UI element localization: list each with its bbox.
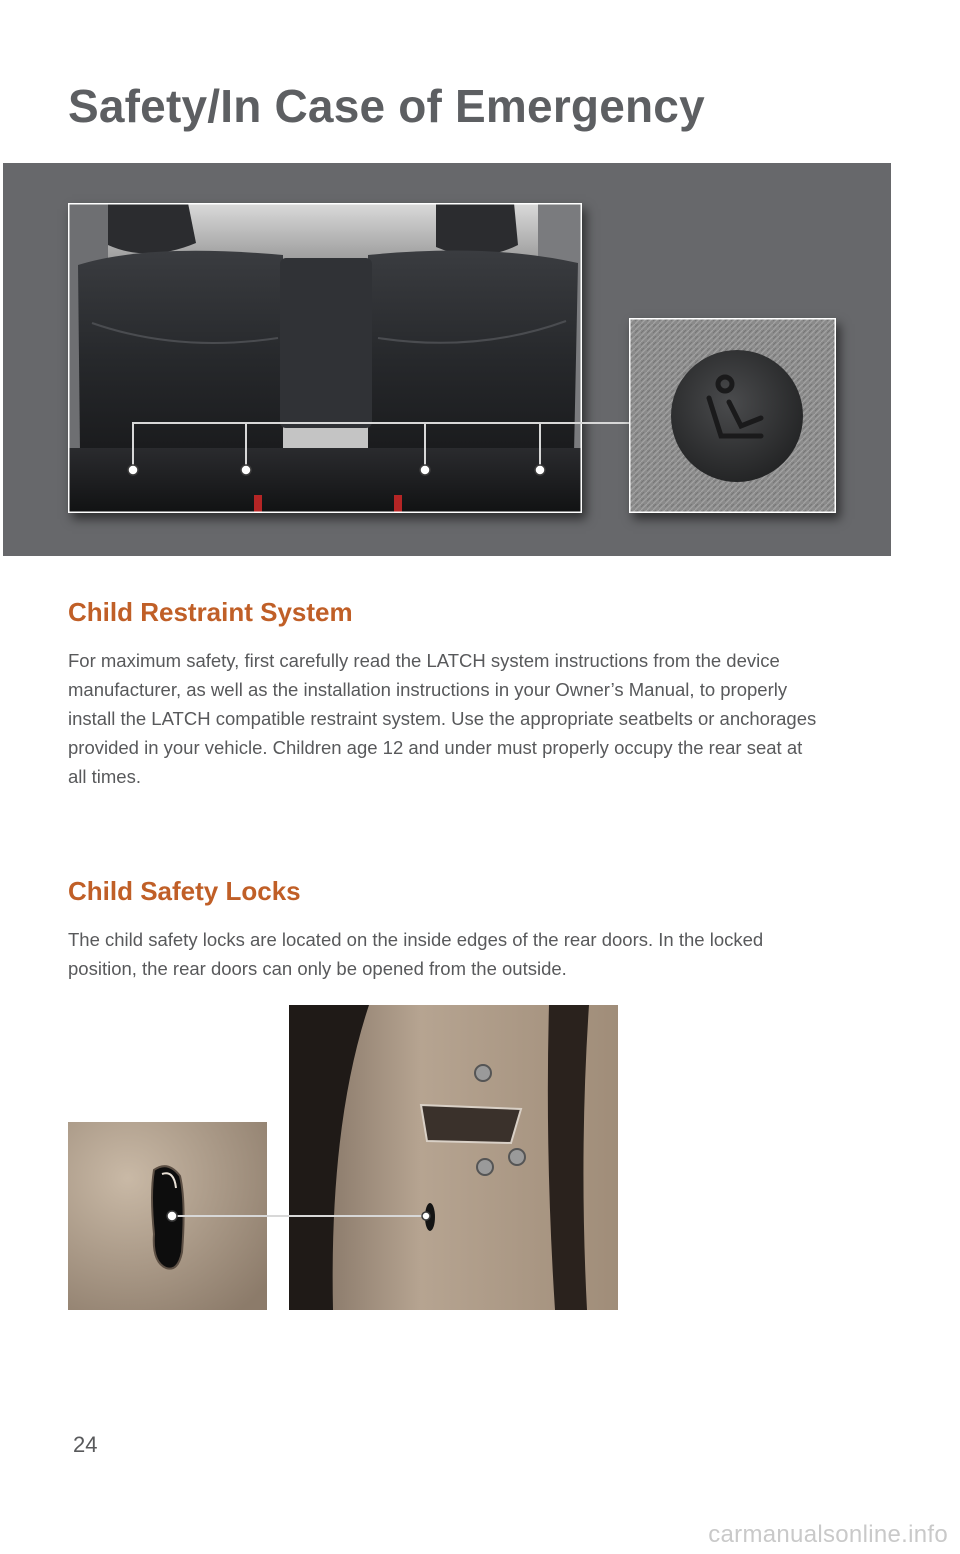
text-line: install the LATCH compatible restraint system. Use the appropriate seatbelts or anchorages — [68, 708, 817, 729]
child-lock-closeup — [68, 1122, 267, 1310]
text-line: provided in your vehicle. Children age 12 and under must properly occupy the rear seat at — [68, 737, 803, 758]
child-safety-locks-text — [68, 925, 878, 983]
child-safety-locks-heading: Child Safety Locks — [68, 876, 301, 906]
child-restraint-heading: Child Restraint System — [68, 597, 353, 627]
text-line: position, the rear doors can only be opened from the outside. — [68, 958, 567, 979]
page-number: 24 — [73, 1432, 98, 1457]
text-line: The child safety locks are located on the inside edges of the rear doors. In the locked — [68, 929, 764, 950]
child-restraint-text — [68, 646, 878, 791]
door-latch — [421, 1105, 521, 1143]
text-line: For maximum safety, first carefully read the LATCH system instructions from the device — [68, 650, 780, 671]
text-line: manufacturer, as well as the installation instructions in your Owner’s Manual, to properly — [68, 679, 788, 700]
text-line: all times. — [68, 766, 141, 787]
page-title: Safety/In Case of Emergency — [68, 80, 705, 132]
rear-seat-photo — [68, 203, 582, 513]
rear-door-edge-photo — [289, 1005, 618, 1310]
watermark: carmanualsonline.info — [708, 1521, 948, 1548]
latch-anchor-closeup — [629, 318, 836, 513]
